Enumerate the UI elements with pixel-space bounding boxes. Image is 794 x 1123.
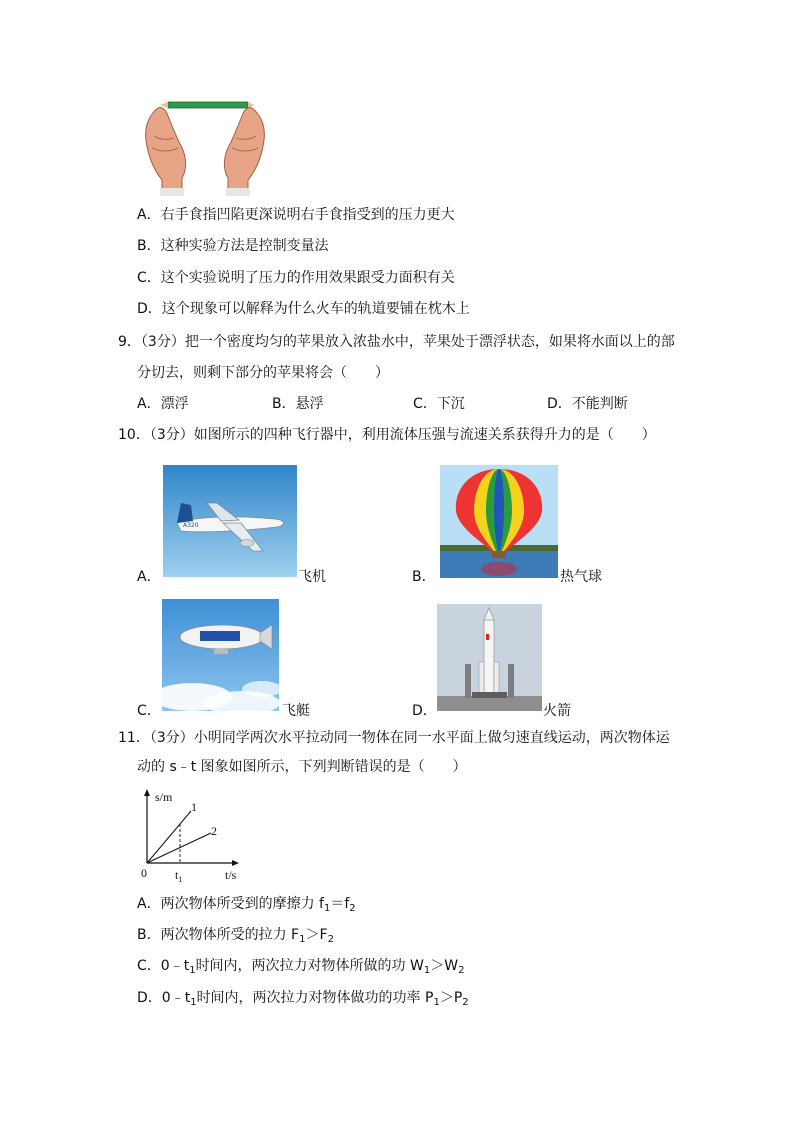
- option-letter: C．: [137, 958, 161, 974]
- option-letter: A．: [137, 207, 161, 223]
- line-2: [147, 833, 211, 863]
- subscript: 2: [462, 997, 469, 1008]
- subscript: 1: [189, 965, 196, 976]
- option-text: ＞F: [305, 927, 328, 943]
- option-text: 下沉: [436, 396, 465, 412]
- option-text: 右手食指凹陷更深说明右手食指受到的压力更大: [160, 207, 455, 223]
- option-letter: A．: [137, 396, 161, 412]
- airship-image: [162, 599, 279, 711]
- option-letter: A．: [137, 896, 161, 912]
- option-text: 这个实验说明了压力的作用效果跟受力面积有关: [160, 270, 455, 286]
- subscript: 2: [327, 934, 334, 945]
- q11-option-b[interactable]: [137, 925, 334, 950]
- option-text: 两次物体所受到的摩擦力 f: [160, 896, 324, 912]
- q11-stem-line1: 11．（3分）小明同学两次水平拉动同一物体在同一水平面上做匀速直线运动，两次物体运: [118, 730, 670, 746]
- y-axis-label: s/m: [155, 790, 173, 804]
- q10-option-b-letter[interactable]: B．: [412, 569, 436, 585]
- q11-option-c[interactable]: [137, 956, 464, 981]
- q9-stem-line2: 分切去，则剩下部分的苹果将会（ ）: [137, 365, 389, 381]
- option-letter: B．: [137, 238, 161, 254]
- q9-option-d[interactable]: [547, 394, 628, 414]
- option-text: ＞P: [439, 990, 463, 1006]
- q11-option-d[interactable]: [137, 988, 469, 1013]
- q9-option-b[interactable]: [272, 394, 324, 414]
- option-text: 时间内，两次拉力对物体做功的功率 P: [196, 990, 434, 1006]
- line-2-label: 2: [211, 824, 217, 838]
- q9-stem-line1: 9．（3分）把一个密度均匀的苹果放入浓盐水中，苹果处于漂浮状态，如果将水面以上的部: [118, 334, 675, 350]
- hot-air-balloon-image: [440, 465, 558, 578]
- q10-option-b-caption: 热气球: [560, 569, 602, 585]
- subscript: 1: [190, 997, 197, 1008]
- line-1: [147, 811, 191, 863]
- t1-tick-subscript: 1: [178, 875, 183, 882]
- option-letter: B．: [137, 927, 161, 943]
- option-text: 这个现象可以解释为什么火车的轨道要铺在枕木上: [161, 301, 470, 317]
- q11-stem-line2: 动的 s﹣t 图象如图所示，下列判断错误的是（ ）: [137, 759, 467, 775]
- option-text: 两次物体所受的拉力 F: [160, 927, 300, 943]
- option-text: ＝f: [330, 896, 350, 912]
- option-text: 0﹣t: [160, 958, 190, 974]
- pencil-hands-figure: [140, 96, 270, 196]
- option-letter: D．: [137, 301, 162, 317]
- subscript: 1: [299, 934, 306, 945]
- q10-option-c-caption: 飞艇: [282, 703, 310, 719]
- option-text: 漂浮: [160, 396, 189, 412]
- q9-option-a[interactable]: [137, 394, 189, 414]
- line-1-label: 1: [191, 800, 197, 814]
- subscript: 1: [433, 997, 440, 1008]
- t1-tick-label: [175, 868, 182, 882]
- rocket-image: [437, 604, 542, 711]
- option-text: 时间内，两次拉力对物体所做的功 W: [195, 958, 424, 974]
- q10-option-d-letter[interactable]: D．: [412, 703, 437, 719]
- t1-tick-letter: t: [175, 868, 179, 882]
- q8-option-b[interactable]: [137, 236, 329, 256]
- subscript: 1: [323, 903, 331, 914]
- y-axis-arrow: [144, 789, 150, 796]
- subscript: 1: [423, 965, 431, 976]
- q10-option-d-caption: 火箭: [543, 703, 571, 719]
- st-graph: [135, 787, 245, 882]
- option-text: 不能判断: [571, 396, 628, 412]
- option-letter: C．: [137, 270, 161, 286]
- q10-option-a-caption: 飞机: [298, 569, 326, 585]
- subscript: 2: [458, 965, 465, 976]
- option-letter: D．: [137, 990, 162, 1006]
- subscript: 2: [349, 903, 356, 914]
- q10-option-c-letter[interactable]: C．: [137, 703, 161, 719]
- q10-option-a-letter[interactable]: A．: [137, 569, 161, 585]
- origin-label: 0: [141, 866, 147, 880]
- q8-option-c[interactable]: [137, 268, 455, 288]
- q8-option-a[interactable]: [137, 205, 455, 225]
- svg-text:A320: A320: [183, 522, 199, 529]
- option-letter: C．: [413, 396, 437, 412]
- q8-option-d[interactable]: [137, 299, 470, 319]
- option-letter: D．: [547, 396, 572, 412]
- option-text: 悬浮: [295, 396, 324, 412]
- option-text: ＞W: [430, 958, 459, 974]
- q9-option-c[interactable]: [413, 394, 465, 414]
- x-axis-label: t/s: [225, 868, 237, 882]
- option-text: 0﹣t: [161, 990, 191, 1006]
- option-letter: B．: [272, 396, 296, 412]
- q10-stem: 10．（3分）如图所示的四种飞行器中，利用流体压强与流速关系获得升力的是（ ）: [118, 427, 656, 443]
- option-text: 这种实验方法是控制变量法: [160, 238, 329, 254]
- airplane-image: [163, 465, 297, 577]
- q11-option-a[interactable]: [137, 894, 356, 919]
- x-axis-arrow: [232, 860, 239, 866]
